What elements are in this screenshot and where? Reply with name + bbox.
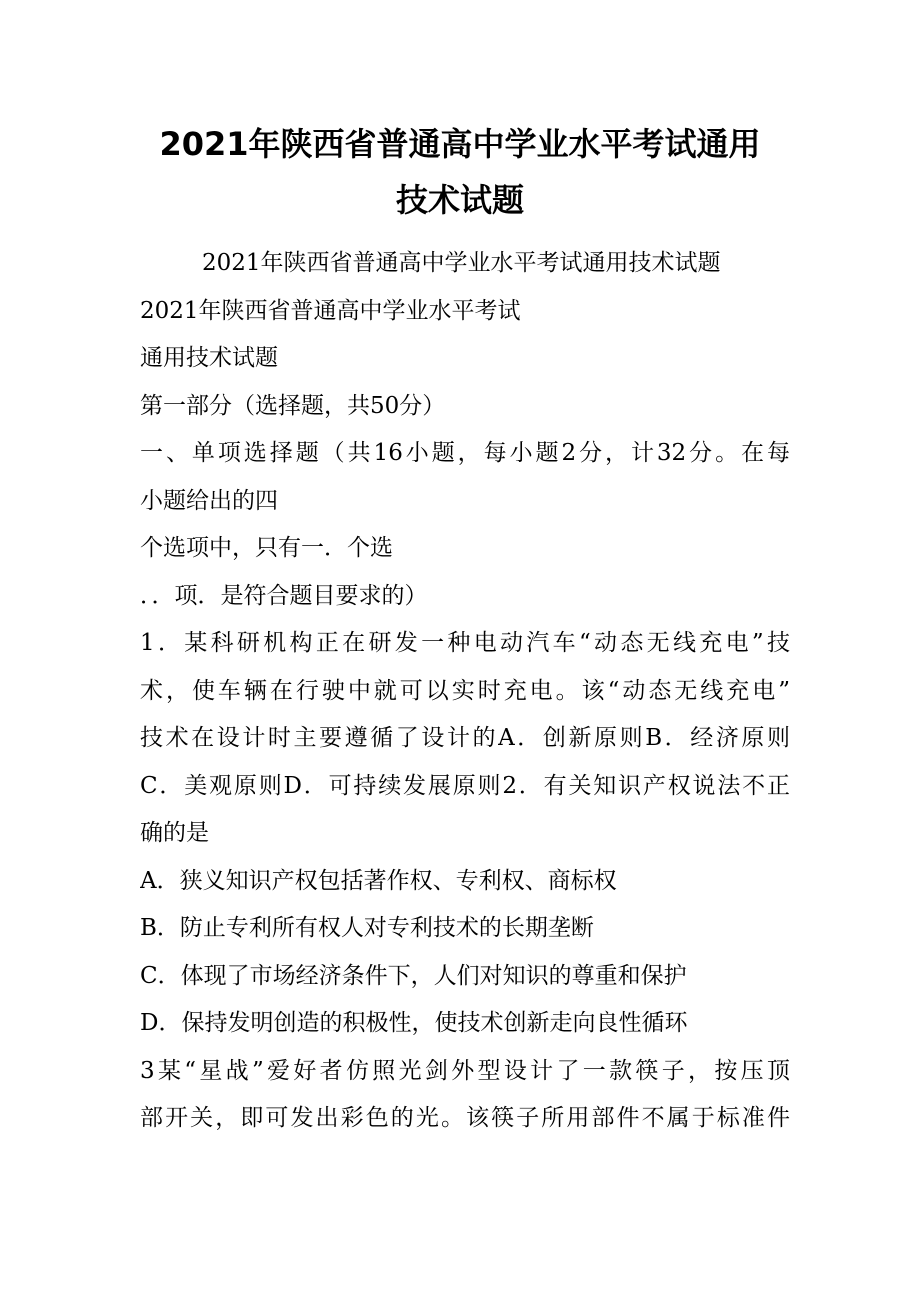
question-line: 3某“星战”爱好者仿照光剑外型设计了一款筷子，按压顶: [140, 1057, 790, 1084]
question-line: 确的是: [140, 820, 209, 846]
instruction-line: 小题给出的四: [140, 487, 278, 514]
document-body: [140, 240, 790, 1143]
question-line: C．美观原则D．可持续发展原则2．有关知识产权说法不正: [140, 772, 790, 799]
answer-option: C．体现了市场经济条件下，人们对知识的尊重和保护: [140, 962, 687, 989]
document-title-line-2: 技术试题: [395, 181, 524, 219]
document-title-line-1: 2021年陕西省普通高中学业水平考试通用: [159, 125, 761, 163]
answer-option: B．防止专利所有权人对专利技术的长期垄断: [140, 915, 594, 941]
question-line: 技术在设计时主要遵循了设计的A．创新原则B．经济原则: [140, 725, 790, 751]
instruction-line: ．．项．是符合题目要求的）: [140, 582, 428, 609]
question-line: 1．某科研机构正在研发一种电动汽车“动态无线充电”技: [140, 630, 790, 656]
instruction-line: 个选项中，只有一．个选: [140, 535, 393, 561]
question-line: 部开关，即可发出彩色的光。该筷子所用部件不属于标准件: [140, 1105, 790, 1131]
instruction-line: 一、单项选择题（共16小题，每小题2分，计32分。在每: [140, 440, 790, 466]
section-heading: 第一部分（选择题，共50分）: [140, 392, 446, 419]
answer-option: A．狭义知识产权包括著作权、专利权、商标权: [140, 867, 617, 894]
answer-option: D．保持发明创造的积极性，使技术创新走向良性循环: [140, 1010, 688, 1036]
text-line: 通用技术试题: [140, 345, 278, 371]
subtitle-line: 2021年陕西省普通高中学业水平考试通用技术试题: [202, 250, 721, 276]
text-line: 2021年陕西省普通高中学业水平考试: [140, 297, 521, 324]
question-line: 术，使车辆在行驶中就可以实时充电。该“动态无线充电”: [140, 677, 790, 704]
